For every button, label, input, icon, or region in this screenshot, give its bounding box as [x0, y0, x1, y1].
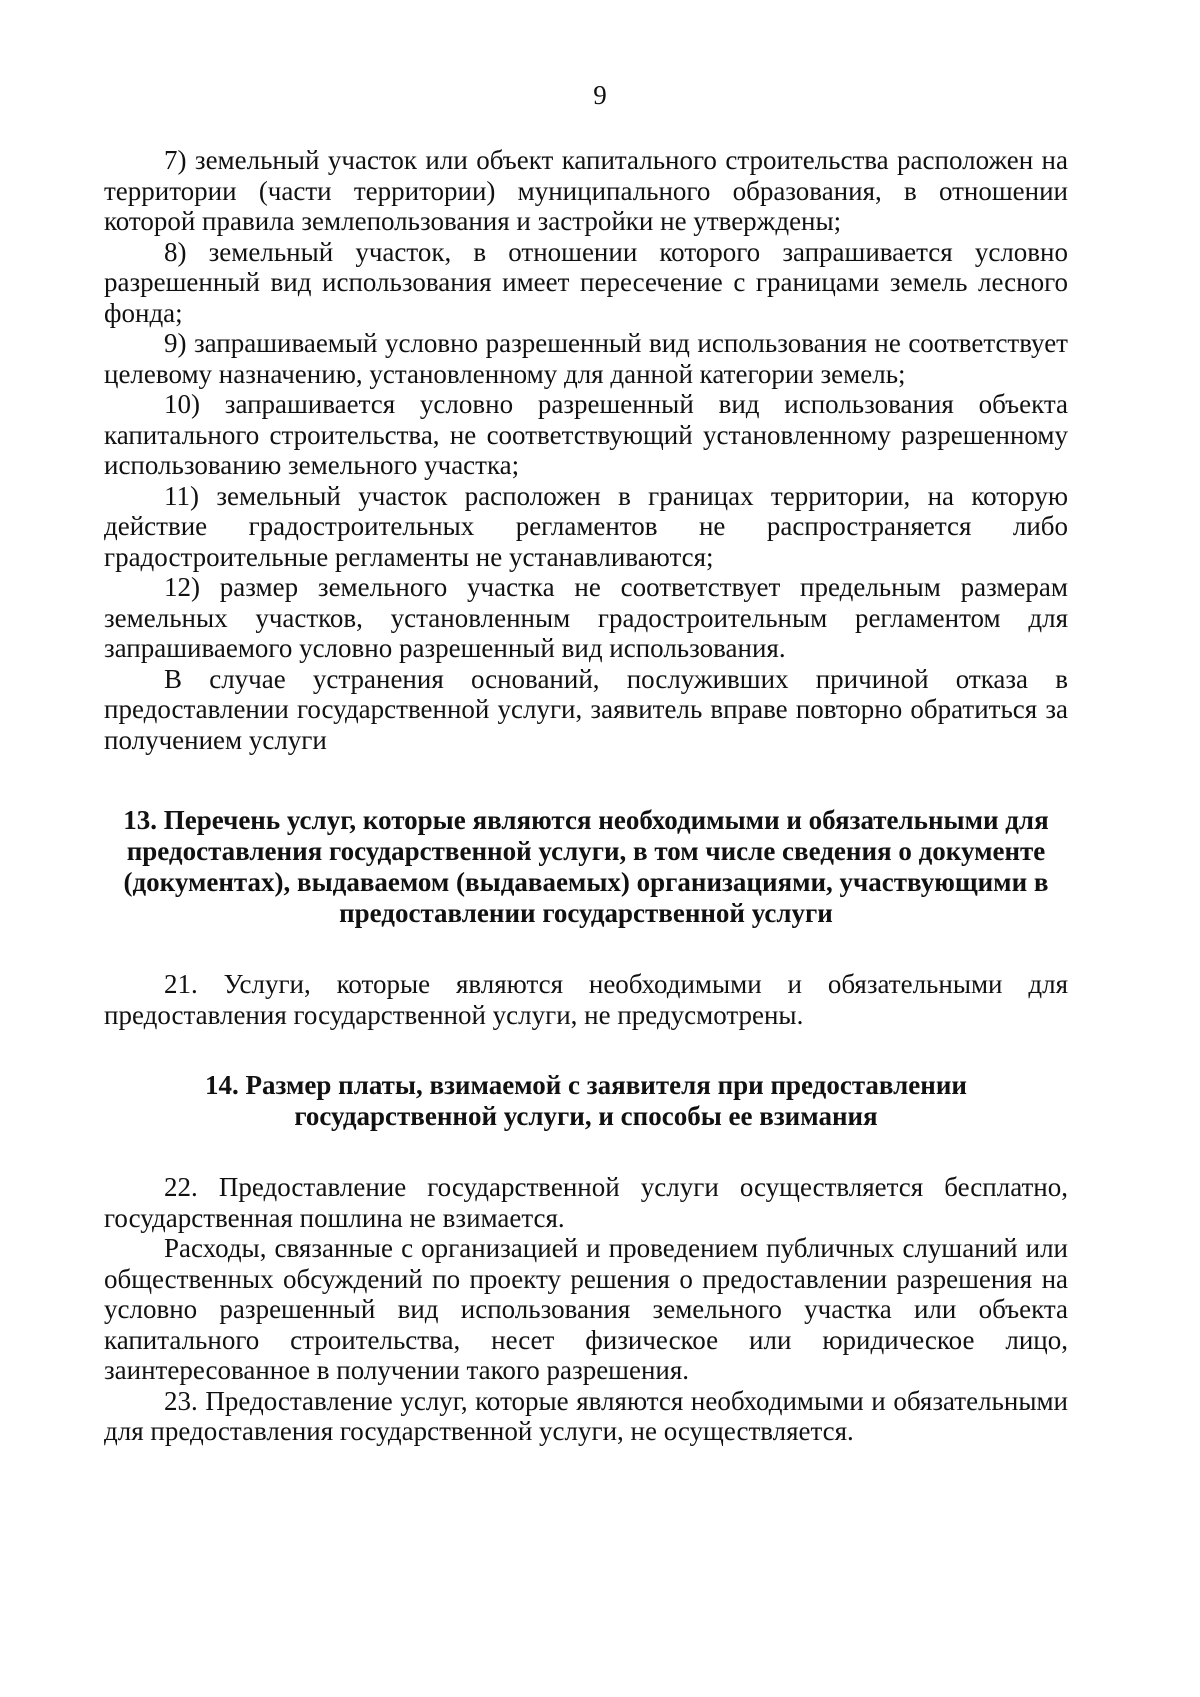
paragraph-item-12: 12) размер земельного участка не соответствует предельным размерам земельных участков, установленным градостроительным регламентом для запрашиваемого условно разрешенный вид использования.	[104, 572, 1068, 663]
document-body	[104, 145, 1068, 1447]
section-heading-13: 13. Перечень услуг, которые являются необходимыми и обязательными для предоставления государственной услуги, в том числе сведения о документе (документах), выдаваемом (выдаваемых) организациями, участвующими в предоставлении государственной услуги	[123, 805, 1049, 928]
paragraph-21: 21. Услуги, которые являются необходимыми и обязательными для предоставления государственной услуги, не предусмотрены.	[104, 969, 1068, 1030]
paragraph-repeat-request: В случае устранения оснований, послуживших причиной отказа в предоставлении государственной услуги, заявитель вправе повторно обратиться за получением услуги	[104, 663, 1068, 755]
section-heading-14: 14. Размер платы, взимаемой с заявителя при предоставлении государственной услуги, и способы ее взимания	[205, 1070, 967, 1131]
paragraph-item-7: 7) земельный участок или объект капитального строительства расположен на территории (части территории) муниципального образования, в отношении которой правила землепользования и застройки не утверждены;	[104, 145, 1068, 236]
spacer	[104, 755, 1068, 805]
paragraph-item-8: 8) земельный участок, в отношении которого запрашивается условно разрешенный вид использования имеет пересечение с границами земель лесного фонда;	[104, 236, 1068, 328]
paragraph-expenses: Расходы, связанные с организацией и проведением публичных слушаний или общественных обсуждений по проекту решения о предоставлении разрешения на условно разрешенный вид использования земельного участка или объекта капитального строительства, несет физическое или юридическое лицо, заинтересованное в получении такого разрешения.	[104, 1233, 1068, 1385]
spacer	[104, 929, 1068, 969]
paragraph-22: 22. Предоставление государственной услуги осуществляется бесплатно, государственная пошлина не взимается.	[104, 1172, 1068, 1233]
page-number: 9	[593, 80, 607, 110]
paragraph-23: 23. Предоставление услуг, которые являются необходимыми и обязательными для предоставления государственной услуги, не осуществляется.	[104, 1385, 1068, 1446]
spacer	[104, 1132, 1068, 1172]
paragraph-item-10: 10) запрашивается условно разрешенный вид использования объекта капитального строительства, не соответствующий установленному разрешенному использованию земельного участка;	[104, 389, 1068, 480]
spacer	[104, 1030, 1068, 1070]
paragraph-item-9: 9) запрашиваемый условно разрешенный вид использования не соответствует целевому назначению, установленному для данной категории земель;	[104, 328, 1068, 389]
paragraph-item-11: 11) земельный участок расположен в границах территории, на которую действие градостроительных регламентов не распространяется либо градостроительные регламенты не устанавливаются;	[104, 480, 1068, 572]
